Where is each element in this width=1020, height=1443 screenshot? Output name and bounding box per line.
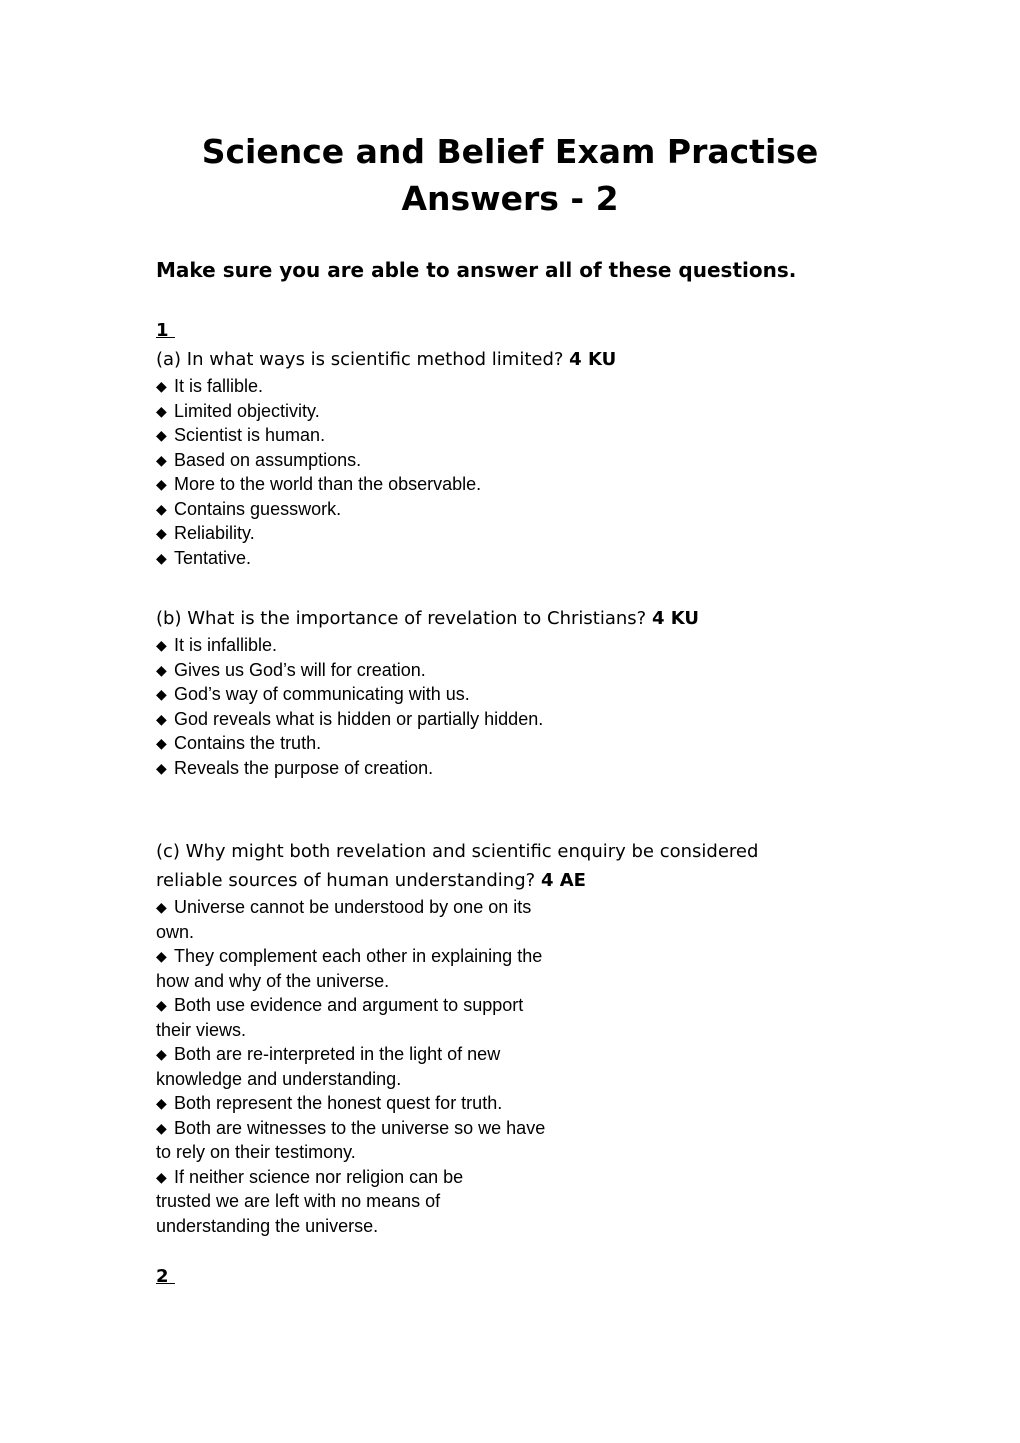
list-item: ◆ Reveals the purpose of creation. xyxy=(156,756,856,781)
list-item: ◆ God’s way of communicating with us. xyxy=(156,682,856,707)
list-item: ◆ Based on assumptions. xyxy=(156,448,856,473)
list-item: ◆ Tentative. xyxy=(156,546,856,571)
question-number-1: 1 xyxy=(156,320,169,341)
diamond-bullet-icon: ◆ xyxy=(156,451,167,468)
list-item: ◆ If neither science nor religion can be trusted we are left with no means of understanding the universe. xyxy=(156,1166,464,1236)
diamond-bullet-icon: ◆ xyxy=(156,525,167,541)
diamond-bullet-icon: ◆ xyxy=(156,549,167,566)
question-1a xyxy=(156,345,856,570)
list-item: ◆ God reveals what is hidden or partially hidden. xyxy=(156,707,556,732)
marks-label: 4 KU xyxy=(651,608,699,629)
list-item: ◆ Both are re-interpreted in the light of new knowledge and understanding. xyxy=(156,1044,501,1089)
prompt-text: (a) In what ways is scientific method limited? xyxy=(156,349,564,370)
list-item: ◆ Both use evidence and argument to support their views. xyxy=(156,995,524,1040)
intro-instruction: Make sure you are able to answer all of these questions. xyxy=(156,258,797,282)
list-item: ◆ Reliability. xyxy=(156,521,856,546)
answer-list xyxy=(156,374,856,570)
diamond-bullet-icon: ◆ xyxy=(156,899,167,915)
diamond-bullet-icon: ◆ xyxy=(156,997,167,1013)
diamond-bullet-icon: ◆ xyxy=(156,1119,167,1136)
list-item: ◆ Scientist is human. xyxy=(156,423,856,448)
list-item: ◆ Contains the truth. xyxy=(156,731,856,756)
question-1c xyxy=(156,837,816,1238)
answer-list xyxy=(156,895,816,1238)
list-item: ◆ It is infallible. xyxy=(156,633,856,658)
list-item: ◆ Both are witnesses to the universe so we have to rely on their testimony. xyxy=(156,1117,546,1162)
list-item: ◆ Both represent the honest quest for truth. xyxy=(156,1091,556,1116)
list-item: ◆ It is fallible. xyxy=(156,374,856,399)
diamond-bullet-icon: ◆ xyxy=(156,710,167,727)
question-1b xyxy=(156,604,856,780)
question-prompt xyxy=(156,604,856,633)
prompt-text: (c) Why might both revelation and scientific enquiry be considered reliable sources of human understanding? xyxy=(156,841,759,891)
diamond-bullet-icon: ◆ xyxy=(156,759,167,776)
diamond-bullet-icon: ◆ xyxy=(156,378,167,394)
page-title: Science and Belief Exam Practise Answers - 2 xyxy=(201,132,819,218)
list-item: ◆ Limited objectivity. xyxy=(156,399,856,424)
list-item: ◆ Universe cannot be understood by one on its own. xyxy=(156,897,532,942)
marks-label: 4 KU xyxy=(569,349,617,370)
diamond-bullet-icon: ◆ xyxy=(156,1046,167,1062)
diamond-bullet-icon: ◆ xyxy=(156,637,167,653)
list-item: ◆ Contains guesswork. xyxy=(156,497,856,522)
diamond-bullet-icon: ◆ xyxy=(156,427,167,443)
marks-label: 4 AE xyxy=(540,870,586,891)
diamond-bullet-icon: ◆ xyxy=(156,402,167,419)
prompt-text: (b) What is the importance of revelation to Christians? xyxy=(156,608,647,629)
diamond-bullet-icon: ◆ xyxy=(156,1168,167,1185)
list-item: ◆ More to the world than the observable. xyxy=(156,472,856,497)
list-item: ◆ Gives us God’s will for creation. xyxy=(156,658,856,683)
diamond-bullet-icon: ◆ xyxy=(156,735,167,751)
diamond-bullet-icon: ◆ xyxy=(156,661,167,678)
question-prompt xyxy=(156,345,856,374)
diamond-bullet-icon: ◆ xyxy=(156,1095,167,1111)
diamond-bullet-icon: ◆ xyxy=(156,476,167,492)
diamond-bullet-icon: ◆ xyxy=(156,500,167,517)
question-prompt xyxy=(156,837,816,895)
list-item: ◆ They complement each other in explaining the how and why of the universe. xyxy=(156,946,543,991)
answer-list xyxy=(156,633,856,780)
diamond-bullet-icon: ◆ xyxy=(156,948,167,964)
diamond-bullet-icon: ◆ xyxy=(156,686,167,702)
question-number-2: 2 xyxy=(156,1266,169,1287)
